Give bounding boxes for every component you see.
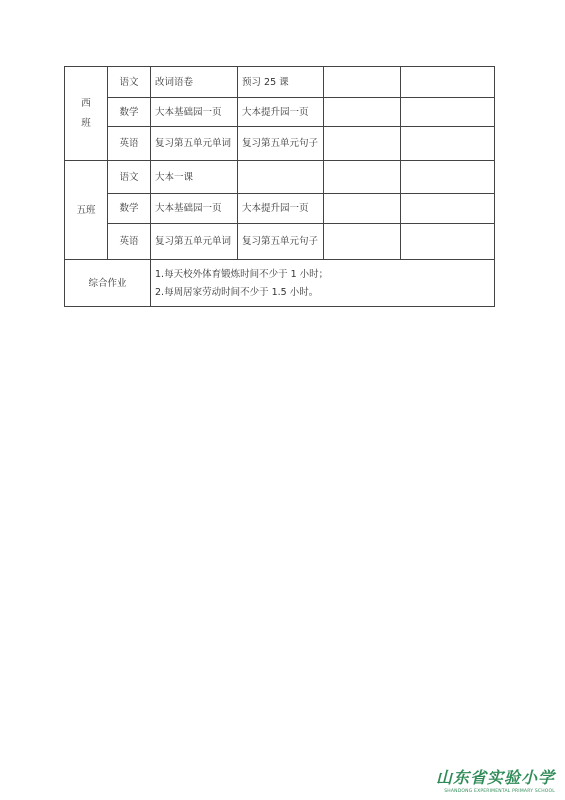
summary-content-cell bbox=[151, 260, 495, 307]
homework-cell: 大本一课 bbox=[151, 161, 238, 194]
homework-cell bbox=[401, 194, 495, 224]
homework-cell bbox=[401, 67, 495, 98]
subject-cell: 数学 bbox=[108, 194, 151, 224]
homework-cell: 大本提升园一页 bbox=[238, 194, 324, 224]
class-label-char: 西 bbox=[81, 97, 91, 109]
subject-cell: 英语 bbox=[108, 127, 151, 161]
class-label-cell bbox=[65, 67, 108, 161]
homework-cell bbox=[401, 127, 495, 161]
homework-cell: 改词语卷 bbox=[151, 67, 238, 98]
subject-cell: 语文 bbox=[108, 161, 151, 194]
school-logo-name: 山东省实验小学 bbox=[435, 768, 555, 787]
homework-cell: 复习第五单元句子 bbox=[238, 127, 324, 161]
school-logo-english: SHANDONG EXPERIMENTAL PRIMARY SCHOOL bbox=[444, 789, 555, 794]
homework-cell bbox=[324, 98, 401, 127]
table-row bbox=[65, 67, 495, 98]
table-row bbox=[65, 127, 495, 161]
homework-cell bbox=[401, 98, 495, 127]
table-row bbox=[65, 260, 495, 307]
homework-cell: 复习第五单元单词 bbox=[151, 127, 238, 161]
summary-label-cell: 综合作业 bbox=[65, 260, 151, 307]
homework-cell: 大本基础园一页 bbox=[151, 98, 238, 127]
homework-table bbox=[64, 66, 495, 307]
homework-cell: 预习 25 课 bbox=[238, 67, 324, 98]
summary-line: 2.每周居家劳动时间不少于 1.5 小时。 bbox=[155, 286, 319, 298]
homework-cell bbox=[324, 127, 401, 161]
homework-cell bbox=[324, 67, 401, 98]
table-row bbox=[65, 224, 495, 260]
class-label-cell: 五班 bbox=[65, 161, 108, 260]
homework-cell bbox=[401, 161, 495, 194]
homework-cell: 大本基础园一页 bbox=[151, 194, 238, 224]
school-logo bbox=[436, 765, 555, 794]
class-label-char: 班 bbox=[81, 117, 91, 129]
homework-cell bbox=[324, 161, 401, 194]
homework-cell: 复习第五单元句子 bbox=[238, 224, 324, 260]
table-row bbox=[65, 161, 495, 194]
subject-cell: 语文 bbox=[108, 67, 151, 98]
subject-cell: 英语 bbox=[108, 224, 151, 260]
homework-cell: 复习第五单元单词 bbox=[151, 224, 238, 260]
homework-cell bbox=[324, 224, 401, 260]
homework-cell: 大本提升园一页 bbox=[238, 98, 324, 127]
table-row bbox=[65, 194, 495, 224]
subject-cell: 数学 bbox=[108, 98, 151, 127]
homework-cell bbox=[401, 224, 495, 260]
homework-cell bbox=[324, 194, 401, 224]
homework-cell bbox=[238, 161, 324, 194]
table-row bbox=[65, 98, 495, 127]
summary-line: 1.每天校外体育锻炼时间不少于 1 小时； bbox=[155, 268, 329, 280]
